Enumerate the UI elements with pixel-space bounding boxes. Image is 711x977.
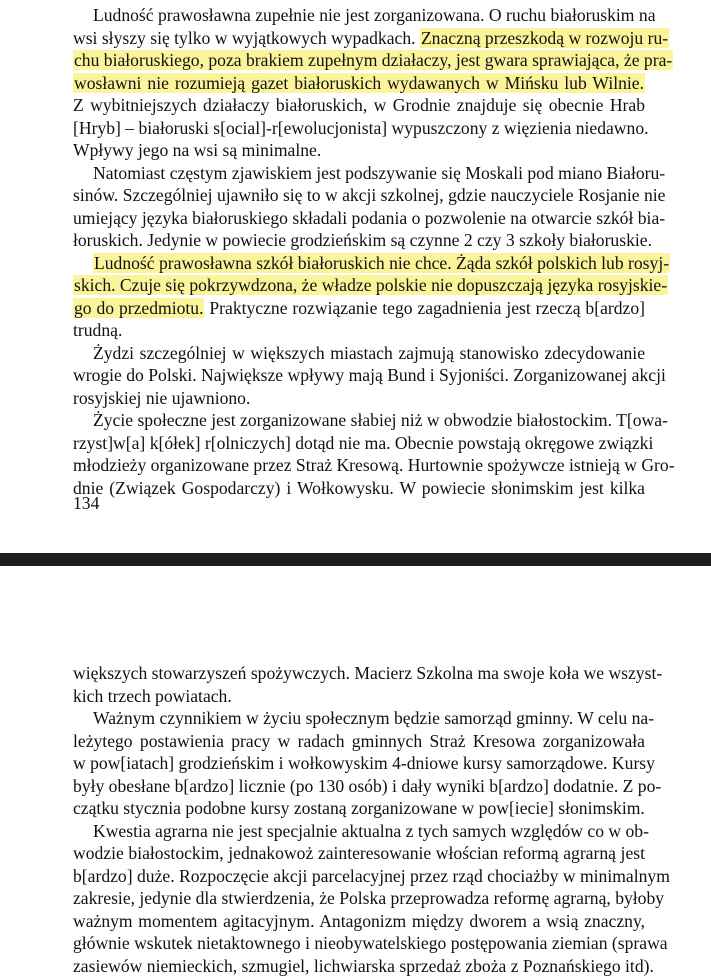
line-text: Żydzi szczególniej w większych miastach zajmują stanowisko zdecydowanie [93, 343, 645, 363]
line-text: wrogie do Polski. Największe wpływy mają Bund i Syjoniści. Zorganizowanej akcji [73, 365, 666, 385]
text-line [73, 297, 645, 320]
line-text: rosyjskiej nie ujawniono. [73, 388, 250, 408]
text-line [73, 319, 645, 342]
text-line [73, 955, 645, 977]
line-text: b[ardzo] duże. Rozpoczęcie akcji parcelacyjnej przez rząd chociażby w minimalnym [73, 866, 670, 886]
text-line [73, 139, 645, 162]
text-line [73, 72, 645, 95]
line-text: wsi słyszy się tylko w wyjątkowych wypadkach. [73, 28, 420, 48]
text-line [73, 207, 645, 230]
line-text: rzyst]w[a] k[ółek] r[olniczych] dotąd nie ma. Obecnie powstają okręgowe związki [73, 433, 653, 453]
line-text: Ważnym czynnikiem w życiu społecznym będzie samorząd gminny. W celu na- [93, 708, 654, 728]
text-line [73, 252, 645, 275]
text-line [73, 707, 645, 730]
text-line [73, 409, 645, 432]
line-text: Wpływy jego na wsi są minimalne. [73, 140, 321, 160]
line-text: Ludność prawosławna zupełnie nie jest zorganizowana. O ruchu białoruskim na [93, 5, 656, 25]
text-line [73, 842, 645, 865]
text-line [73, 117, 645, 140]
line-text: młodzieży organizowane przez Straż Kresową. Hurtownie spożywcze istnieją w Gro- [73, 455, 675, 475]
highlighted-text: go do przedmiotu. [73, 298, 204, 318]
line-text: głównie wskutek nietaktownego i nieobywatelskiego postępowania ziemian (sprawa [73, 933, 668, 953]
line-text: łoruskich. Jedynie w powiecie grodzieńskim są czynne 2 czy 3 szkoły białoruskie. [73, 230, 652, 250]
text-line [73, 820, 645, 843]
text-line [73, 865, 645, 888]
line-text: wodzie białostockim, jednakowoż zainteresowanie włościan reformą agrarną jest [73, 843, 645, 863]
line-text: były obesłane b[ardzo] licznie (po 130 osób) i dały wyniki b[ardzo] dodatnie. Z po- [73, 776, 661, 796]
text-line [73, 4, 645, 27]
line-text: zakresie, jedynie dla stwierdzenia, że Polska przeprowadza reformę agrarną, byłoby [73, 888, 664, 908]
text-line [73, 432, 645, 455]
line-text: ważnym momentem agitacyjnym. Antagonizm między dworem a wsią znaczny, [73, 911, 645, 931]
text-line [73, 387, 645, 410]
text-line [73, 94, 645, 117]
text-line [73, 342, 645, 365]
text-line [73, 797, 645, 820]
line-text: Natomiast częstym zjawiskiem jest podszywanie się Moskali pod miano Białoru- [93, 163, 665, 183]
line-text: Z wybitniejszych działaczy białoruskich, w Grodnie znajduje się obecnie Hrab [73, 95, 645, 115]
line-text: sinów. Szczególniej ujawniło się to w akcji szkolnej, gdzie nauczyciele Rosjanie nie [73, 185, 665, 205]
line-text: [Hryb] – białoruski s[ocial]-r[ewolucjonista] wypuszczony z więzienia niedawno. [73, 118, 649, 138]
line-text: umiejący języka białoruskiego składali podania o pozwolenie na otwarcie szkół bia- [73, 208, 665, 228]
text-line [73, 364, 645, 387]
text-line [73, 49, 645, 72]
text-line [73, 162, 645, 185]
line-text: większych stowarzyszeń spożywczych. Macierz Szkolna ma swoje koła we wszyst- [73, 663, 662, 683]
line-text: Życie społeczne jest zorganizowane słabiej niż w obwodzie białostockim. T[owa- [93, 410, 668, 430]
highlighted-text: chu białoruskiego, poza brakiem zupełnym działaczy, jest gwara sprawiająca, że pra- [73, 50, 673, 70]
highlighted-text: Znaczną przeszkodą w rozwoju ru- [420, 28, 669, 48]
page-bottom [0, 566, 711, 972]
text-line [73, 910, 645, 933]
text-line [73, 730, 645, 753]
line-text: Praktyczne rozwiązanie tego zagadnienia jest rzeczą b[ardzo] [204, 298, 645, 318]
text-line [73, 662, 645, 685]
text-line [73, 477, 645, 500]
text-line [73, 685, 645, 708]
line-text: dnie (Związek Gospodarczy) i Wołkowysku. W powiecie słonimskim jest kilka [73, 478, 645, 498]
text-line [73, 887, 645, 910]
text-line [73, 752, 645, 775]
line-text: trudną. [73, 320, 122, 340]
highlighted-text: Ludność prawosławna szkół białoruskich nie chce. Żąda szkół polskich lub rosyj- [93, 253, 670, 273]
text-line [73, 27, 645, 50]
line-text: czątku stycznia podobne kursy zostaną zorganizowane w pow[iecie] słonimskim. [73, 798, 645, 818]
line-text: kich trzech powiatach. [73, 686, 232, 706]
text-line [73, 184, 645, 207]
highlighted-text: wosławni nie rozumieją gazet białoruskich wydawanych w Mińsku lub Wilnie. [73, 73, 645, 93]
page-bottom-text [73, 662, 645, 977]
line-text: w pow[iatach] grodzieńskim i wołkowyskim 4-dniowe kursy samorządowe. Kursy [73, 753, 655, 773]
line-text: leżytego postawienia pracy w radach gminnych Straż Kresowa zorganizowała [73, 731, 645, 751]
line-text: Kwestia agrarna nie jest specjalnie aktualna z tych samych względów co w ob- [93, 821, 649, 841]
line-text: zasiewów niemieckich, szmugiel, lichwiarska sprzedaż zboża z Poznańskiego itd). [73, 956, 654, 976]
text-line [73, 932, 645, 955]
text-line [73, 454, 645, 477]
page-top-text [73, 4, 645, 499]
page-divider [0, 553, 711, 566]
page-number: 134 [73, 492, 99, 514]
text-line [73, 229, 645, 252]
text-line [73, 274, 645, 297]
text-line [73, 775, 645, 798]
highlighted-text: skich. Czuje się pokrzywdzona, że władze polskie nie dopuszczają języka rosyjskie- [73, 275, 668, 295]
